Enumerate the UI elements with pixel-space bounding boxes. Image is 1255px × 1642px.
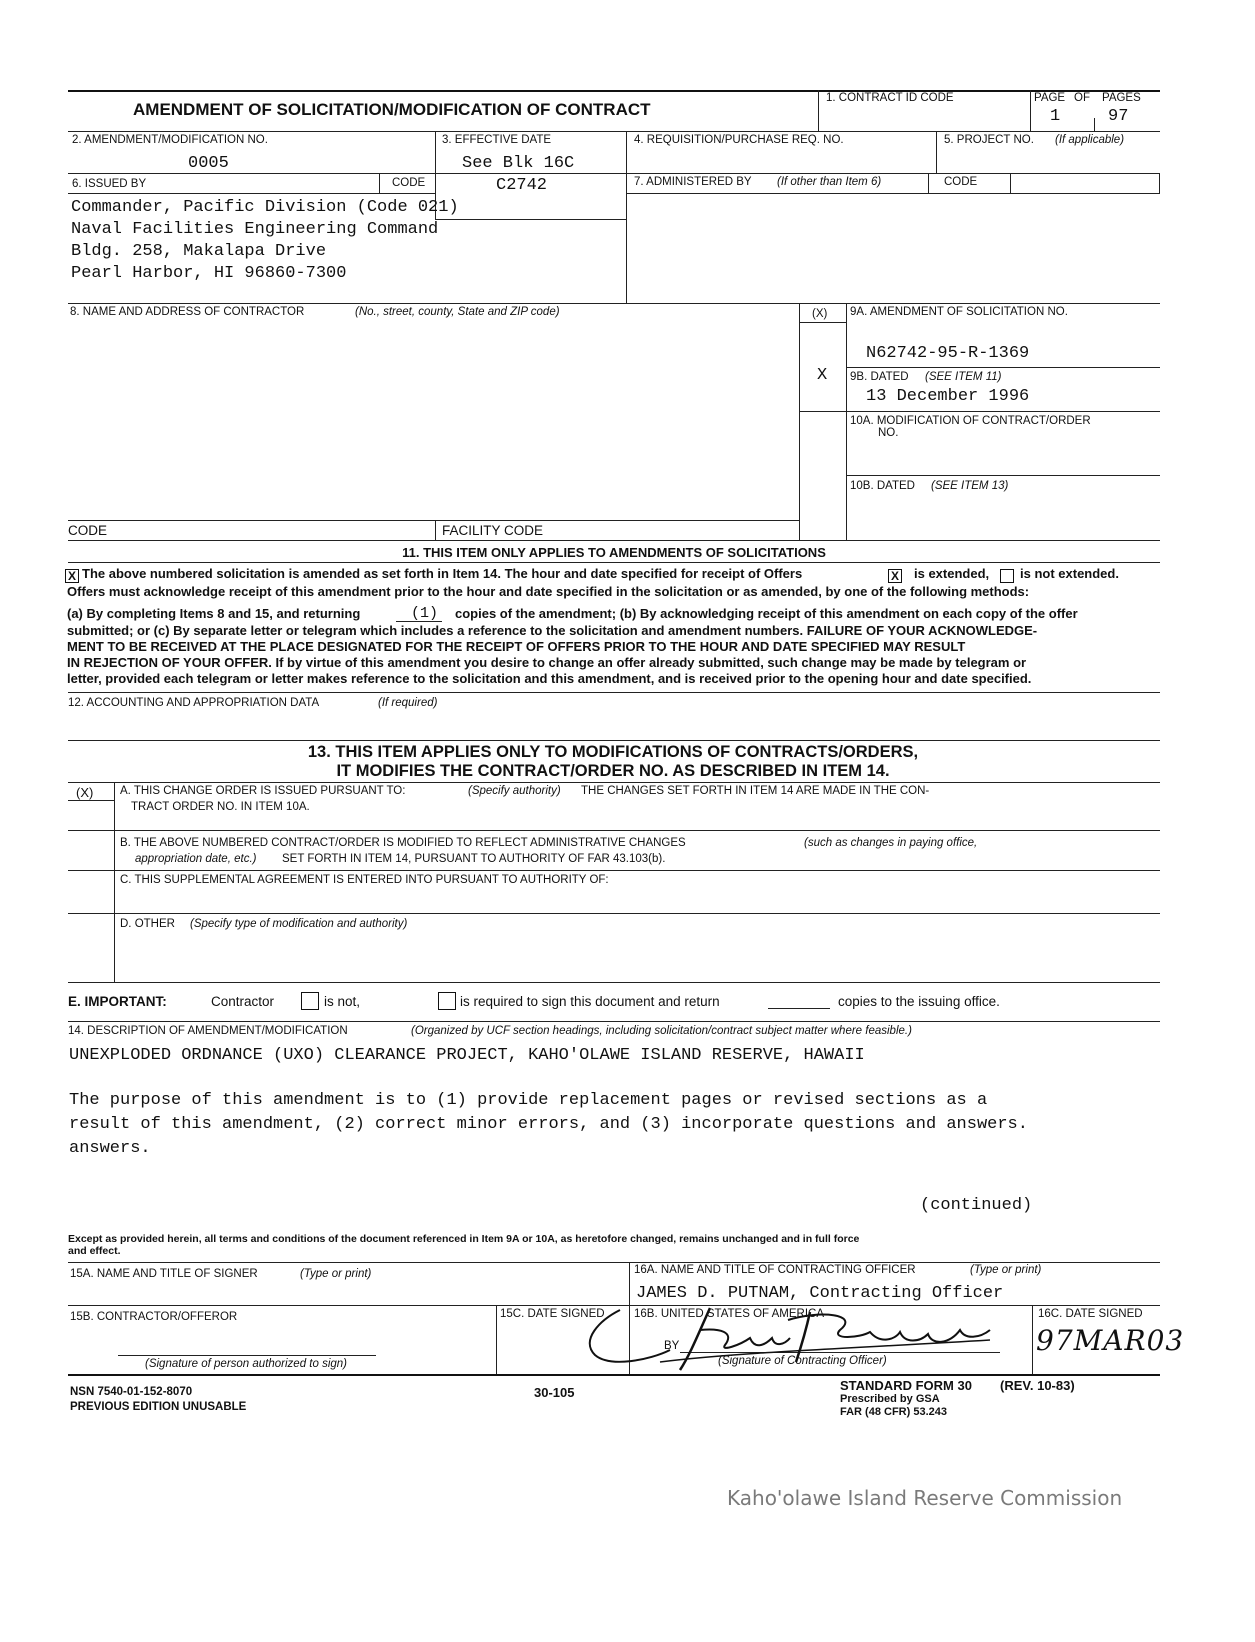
row-line (68, 193, 436, 194)
effective-date-value: See Blk 16C (462, 154, 575, 173)
section-13-b-2: SET FORTH IN ITEM 14, PURSUANT TO AUTHORITY OF FAR 43.103(b). (282, 853, 666, 865)
issuer-line-2: Naval Facilities Engineering Command (71, 220, 439, 239)
officer-name-value: JAMES D. PUTNAM, Contracting Officer (636, 1284, 1004, 1303)
signature-line-15 (118, 1355, 376, 1356)
description-title: UNEXPLODED ORDNANCE (UXO) CLEARANCE PROJECT, KAHO'OLAWE ISLAND RESERVE, HAWAII (69, 1046, 865, 1065)
section-13-b-note: (such as changes in paying office, (804, 837, 978, 849)
date-signed-16c-value: 97MAR03 (1036, 1324, 1185, 1357)
form-title: AMENDMENT OF SOLICITATION/MODIFICATION OF CONTRACT (133, 100, 651, 119)
date-signed-15c-label: 15C. DATE SIGNED (500, 1308, 605, 1320)
facility-code-label: FACILITY CODE (442, 523, 544, 538)
row-line (68, 540, 1160, 541)
extended-label: is extended, (914, 566, 990, 581)
dated-9b-label: 9B. DATED (850, 371, 909, 383)
divider (1030, 90, 1031, 132)
officer-name-note: (Type or print) (970, 1264, 1042, 1276)
row-line (799, 322, 847, 323)
amendment-no-value: 0005 (188, 154, 229, 173)
divider (1094, 118, 1095, 131)
issued-by-code-label: CODE (392, 177, 426, 189)
requisition-label: 4. REQUISITION/PURCHASE REQ. NO. (634, 134, 844, 146)
is-not-checkbox[interactable] (301, 992, 319, 1010)
description-body: The purpose of this amendment is to (1) provide replacement pages or revised sections as a result of this amendment, (2) correct minor errors, and (3) incorporate questions and answers. answers. (69, 1091, 1028, 1158)
divider (435, 520, 436, 540)
form-code: 30-105 (534, 1385, 575, 1400)
section-13-x-label: (X) (76, 785, 94, 800)
nsn-label: NSN 7540-01-152-8070 (70, 1386, 193, 1398)
project-no-note: (If applicable) (1055, 134, 1125, 146)
section-11-rest-4: letter, provided each telegram or letter makes reference to the solicitation and this amendment, and is received prior to the opening hour and date specified. (67, 671, 1032, 686)
revision-label: (REV. 10-83) (1000, 1378, 1075, 1393)
officer-signature-caption: (Signature of Contracting Officer) (718, 1355, 887, 1367)
is-required-checkbox[interactable] (438, 992, 456, 1010)
except-line-1: Except as provided herein, all terms and conditions of the document referenced in Item 9A or 10A, as heretofore changed, remains unchanged and in full force (68, 1233, 860, 1245)
modification-no-label: 10A. MODIFICATION OF CONTRACT/ORDER (850, 415, 1091, 427)
pages-label: PAGES (1102, 92, 1141, 104)
section-11-rest-1: submitted; or (c) By separate letter or telegram which includes a reference to the solicitation and amendment numbers. FAILURE OF YOUR ACKNOWLEDGE- (67, 623, 1038, 638)
important-copies: copies to the issuing office. (838, 994, 1000, 1009)
section-11-line-2: Offers must acknowledge receipt of this amendment prior to the hour and date specified in the solicitation or as amended, by one of the following methods: (67, 584, 1030, 599)
contractor-label: 8. NAME AND ADDRESS OF CONTRACTOR (70, 306, 305, 318)
issuer-line-1: Commander, Pacific Division (Code 021) (71, 198, 459, 217)
issued-by-code-value: C2742 (496, 176, 548, 195)
administered-by-label: 7. ADMINISTERED BY (634, 176, 752, 188)
section-11-rest-2: MENT TO BE RECEIVED AT THE PLACE DESIGNATED FOR THE RECEIPT OF OFFERS PRIOR TO THE HOUR AND DATE SPECIFIED MAY RESULT (67, 639, 966, 654)
row-line (68, 173, 1160, 174)
dated-10b-label: 10B. DATED (850, 480, 915, 492)
issuer-line-3: Bldg. 258, Makalapa Drive (71, 242, 327, 261)
row-line (435, 219, 627, 220)
not-extended-checkbox[interactable] (1000, 569, 1014, 583)
divider (1010, 173, 1011, 193)
dated-10b-note: (SEE ITEM 13) (931, 480, 1009, 492)
section-13-title-1: 13. THIS ITEM APPLIES ONLY TO MODIFICATIONS OF CONTRACTS/ORDERS, (307, 743, 919, 761)
accounting-label: 12. ACCOUNTING AND APPROPRIATION DATA (68, 697, 320, 709)
prescribed-label: Prescribed by GSA (840, 1393, 940, 1405)
page-label: PAGE (1034, 92, 1066, 104)
bottom-border (68, 1374, 1160, 1376)
divider (1159, 173, 1160, 193)
section-13-c: C. THIS SUPPLEMENTAL AGREEMENT IS ENTERED INTO PURSUANT TO AUTHORITY OF: (120, 874, 609, 886)
important-label: E. IMPORTANT: (68, 994, 167, 1009)
section-11-line-1: The above numbered solicitation is amended as set forth in Item 14. The hour and date specified for receipt of Offers (82, 566, 803, 581)
solicitation-no-label: 9A. AMENDMENT OF SOLICITATION NO. (850, 306, 1068, 318)
divider (928, 173, 929, 193)
modification-no-label-2: NO. (878, 427, 899, 439)
divider (114, 782, 115, 982)
row-line (68, 303, 1160, 304)
dated-9b-note: (SEE ITEM 11) (925, 371, 1002, 383)
accounting-note: (If required) (378, 697, 438, 709)
section-13-a-3: TRACT ORDER NO. IN ITEM 10A. (131, 801, 310, 813)
row-line (846, 367, 1160, 368)
top-border (68, 90, 1160, 92)
row-line (68, 800, 114, 801)
divider (799, 303, 800, 540)
by-label: BY (664, 1340, 680, 1352)
divider (818, 90, 819, 132)
divider (936, 131, 937, 173)
project-no-label: 5. PROJECT NO. (944, 134, 1034, 146)
solicitation-no-value: N62742-95-R-1369 (866, 344, 1030, 363)
page-number: 1 (1050, 107, 1061, 126)
not-extended-label: is not extended. (1020, 566, 1119, 581)
section-13-d-note: (Specify type of modification and authority) (190, 918, 408, 930)
section-13-a-2: THE CHANGES SET FORTH IN ITEM 14 ARE MADE IN THE CON- (581, 785, 930, 797)
divider (379, 173, 380, 193)
section-11-copies: (1) (411, 605, 439, 622)
section-11-a-post: copies of the amendment; (b) By acknowledging receipt of this amendment on each copy of the offer (455, 606, 1078, 621)
contractor-offeror-label: 15B. CONTRACTOR/OFFEROR (70, 1311, 238, 1323)
far-label: FAR (48 CFR) 53.243 (840, 1406, 947, 1418)
contract-id-code-label: 1. CONTRACT ID CODE (826, 92, 954, 104)
row-line (846, 475, 1160, 476)
row-line (68, 830, 1160, 831)
officer-name-label: 16A. NAME AND TITLE OF CONTRACTING OFFICER (634, 1264, 916, 1276)
section-13-title-2: IT MODIFIES THE CONTRACT/ORDER NO. AS DESCRIBED IN ITEM 14. (336, 762, 890, 780)
except-line-2: and effect. (68, 1245, 121, 1257)
date-signed-16c-label: 16C. DATE SIGNED (1038, 1308, 1143, 1320)
section-13-d: D. OTHER (120, 918, 175, 930)
row-line (799, 411, 1160, 412)
administered-code-label: CODE (944, 176, 978, 188)
row-line (68, 562, 1160, 563)
row-line (68, 740, 1160, 741)
row-line (68, 131, 1160, 132)
section-11-rest-3: IN REJECTION OF YOUR OFFER. If by virtue of this amendment you desire to change an offer already submitted, such change may be made by telegram or (67, 655, 1027, 670)
row-line (68, 913, 1160, 914)
section-11-a-pre: (a) By completing Items 8 and 15, and returning (67, 606, 361, 621)
divider (496, 1305, 497, 1374)
row-line (68, 1021, 1160, 1022)
section-13-b-2-italic: appropriation date, etc.) (135, 853, 257, 865)
dated-9b-value: 13 December 1996 (866, 387, 1030, 406)
standard-form-label: STANDARD FORM 30 (840, 1378, 972, 1393)
row-line (396, 621, 442, 622)
administered-by-note: (If other than Item 6) (777, 176, 882, 188)
row-line (68, 520, 800, 521)
row-line (68, 692, 1160, 693)
important-is-not: is not, (324, 994, 361, 1009)
copies-line (768, 1008, 830, 1009)
amended-checkbox[interactable]: X (65, 569, 79, 583)
officer-signature-icon (560, 1300, 1000, 1375)
description-label: 14. DESCRIPTION OF AMENDMENT/MODIFICATION (68, 1025, 348, 1037)
effective-date-label: 3. EFFECTIVE DATE (442, 134, 552, 146)
previous-edition-label: PREVIOUS EDITION UNUSABLE (70, 1401, 247, 1413)
signer-name-label: 15A. NAME AND TITLE OF SIGNER (70, 1268, 258, 1280)
x-column-label: (X) (812, 308, 828, 320)
description-continued: (continued) (920, 1196, 1033, 1215)
watermark-text: Kaho'olawe Island Reserve Commission (727, 1486, 1123, 1510)
section-13-a-1: A. THIS CHANGE ORDER IS ISSUED PURSUANT TO: (120, 785, 406, 797)
description-note: (Organized by UCF section headings, including solicitation/contract subject matter where feasible.) (411, 1025, 912, 1037)
section-13-a-note: (Specify authority) (468, 785, 561, 797)
of-label: OF (1074, 92, 1090, 104)
signer-name-note: (Type or print) (300, 1268, 372, 1280)
important-contractor: Contractor (211, 994, 275, 1009)
contractor-note: (No., street, county, State and ZIP code) (355, 306, 560, 318)
important-is-required: is required to sign this document and return (460, 994, 720, 1009)
united-states-label: 16B. UNITED STATES OF AMERICA (634, 1308, 824, 1320)
row-line (68, 1262, 1160, 1263)
row-line (626, 193, 1160, 194)
extended-checkbox[interactable]: X (888, 569, 902, 583)
amendment-no-label: 2. AMENDMENT/MODIFICATION NO. (72, 134, 268, 146)
solicitation-mark: X (817, 366, 828, 385)
row-line (68, 870, 1160, 871)
issued-by-label: 6. ISSUED BY (72, 178, 147, 190)
page-total: 97 (1108, 107, 1129, 126)
divider (626, 131, 627, 303)
section-13-b-1: B. THE ABOVE NUMBERED CONTRACT/ORDER IS MODIFIED TO REFLECT ADMINISTRATIVE CHANGES (120, 837, 686, 849)
divider (1032, 1305, 1033, 1374)
issuer-line-4: Pearl Harbor, HI 96860-7300 (71, 264, 347, 283)
divider (846, 303, 847, 540)
row-line (68, 782, 1160, 783)
code-row-label: CODE (68, 523, 108, 538)
row-line (68, 982, 1160, 983)
section-11-title: 11. THIS ITEM ONLY APPLIES TO AMENDMENTS OF SOLICITATIONS (402, 545, 826, 560)
contractor-signature-caption: (Signature of person authorized to sign) (145, 1358, 348, 1370)
